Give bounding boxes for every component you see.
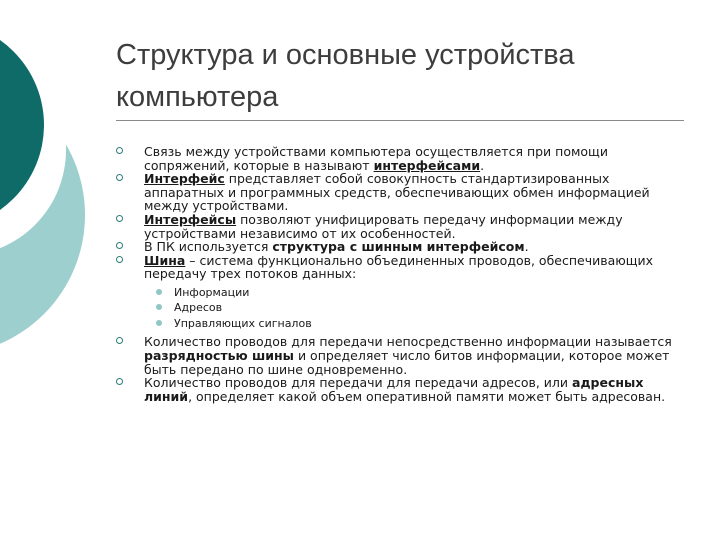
bullet-item-3 — [116, 213, 676, 240]
hollow-circle-bullet-icon — [116, 147, 123, 154]
bullet-text: , определяет какой объем оперативной памяти может быть адресован. — [188, 388, 666, 404]
bullet-text: позволяют унифицировать передачу информации между устройствами независимо от их особенностей. — [144, 211, 623, 241]
sub-bullet-text: Управляющих сигналов — [174, 316, 312, 330]
bullet-item-7 — [116, 376, 676, 403]
term-bus-structure: структура с шинным интерфейсом — [272, 239, 525, 255]
sub-bullet-text: Адресов — [174, 301, 223, 315]
term-address-lines: адресных линий — [144, 375, 644, 404]
hollow-circle-bullet-icon — [116, 215, 123, 222]
term-interfaces-2: Интерфейсы — [144, 211, 237, 227]
hollow-circle-bullet-icon — [116, 378, 123, 385]
term-interface: Интерфейс — [144, 171, 225, 187]
filled-dot-bullet-icon — [156, 320, 162, 326]
term-bus-width: разрядностью шины — [144, 348, 294, 364]
bullet-list — [116, 145, 676, 281]
bullet-text: . — [480, 157, 485, 173]
decorative-circles — [0, 0, 110, 400]
bullet-item-5 — [116, 254, 676, 281]
title-divider — [116, 120, 684, 121]
hollow-circle-bullet-icon — [116, 256, 123, 263]
filled-dot-bullet-icon — [156, 289, 162, 295]
bullet-text: – система функционально объединенных проводов, обеспечивающих передачу трех потоков данных: — [144, 252, 654, 282]
hollow-circle-bullet-icon — [116, 174, 123, 181]
slide-content — [116, 145, 676, 403]
bullet-text: Количество проводов для передачи непосредственно информации называется — [144, 334, 672, 350]
bullet-text: В ПК используется — [144, 239, 273, 255]
sub-bullet-item — [116, 316, 676, 332]
bullet-text: и определяет число битов информации, которое может быть передано по шине одновременно. — [144, 348, 670, 377]
bullet-item-6 — [116, 335, 676, 376]
bullet-text: . — [524, 239, 529, 255]
bullet-text: Связь между устройствами компьютера осуществляется при помощи сопряжений, которые в называют — [144, 144, 608, 173]
hollow-circle-bullet-icon — [116, 337, 123, 344]
bullet-item-1 — [116, 145, 676, 172]
sub-bullet-item — [116, 285, 676, 301]
bullet-item-2 — [116, 172, 676, 213]
sub-bullet-text: Информации — [174, 285, 250, 299]
hollow-circle-bullet-icon — [116, 242, 123, 249]
sub-bullet-item — [116, 300, 676, 316]
bullet-item-4 — [116, 240, 676, 254]
bullet-text: Количество проводов для передачи для передачи адресов, или — [144, 375, 573, 391]
bullet-list-continued — [116, 335, 676, 403]
term-bus: Шина — [144, 252, 186, 268]
slide-title: Структура и основные устройства компьютера — [116, 39, 575, 113]
term-interfaces: интерфейсами — [373, 157, 481, 173]
bullet-text: представляет собой совокупность стандартизированных аппаратных и программных средств, обеспечивающих обмен информацией между устройствами. — [144, 171, 650, 214]
filled-dot-bullet-icon — [156, 304, 162, 310]
sub-bullet-list — [116, 285, 676, 332]
